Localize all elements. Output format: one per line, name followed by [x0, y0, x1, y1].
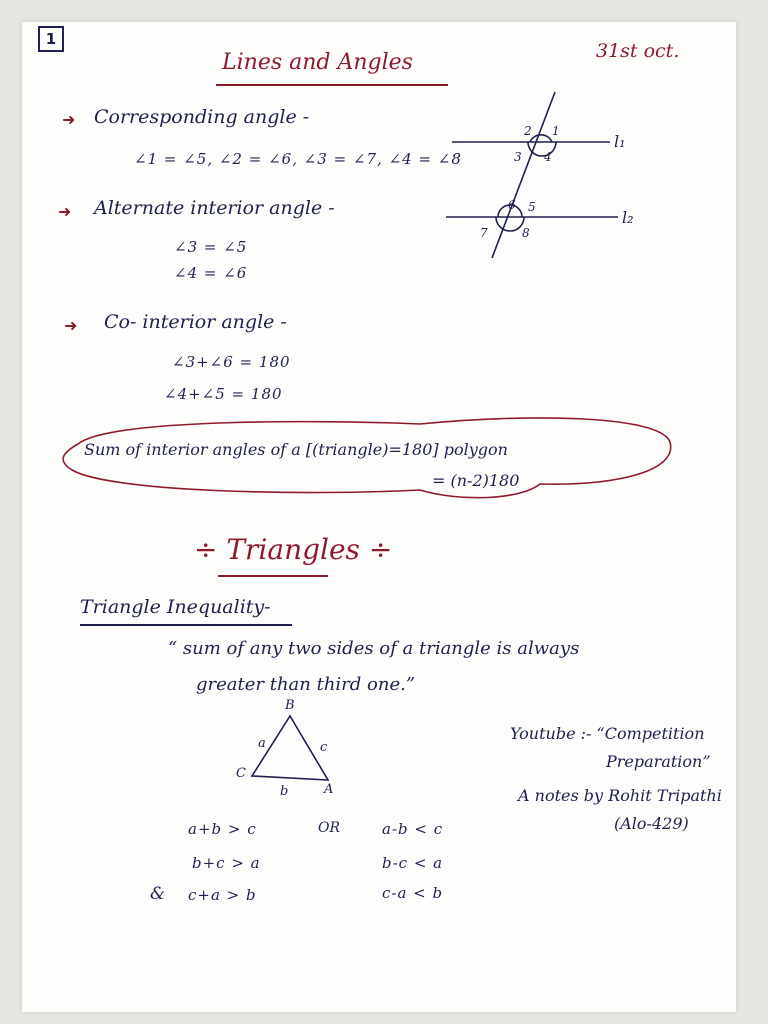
- angle-label-2: 2: [524, 124, 532, 138]
- inequality-quote-line-2: greater than third one.”: [196, 674, 416, 695]
- side-b-label: b: [280, 784, 289, 799]
- alternate-eq-2: ∠4 = ∠6: [174, 264, 248, 282]
- or-connector: OR: [318, 820, 341, 836]
- cointerior-eq-1: ∠3+∠6 = 180: [172, 353, 291, 371]
- rule-left-2: b+c > a: [192, 854, 261, 872]
- triangle-inequality-heading: Triangle Inequality-: [80, 596, 271, 618]
- vertex-c-label: C: [236, 766, 246, 781]
- arrow-bullet-icon: ➜: [64, 316, 78, 335]
- rule-right-3: c-a < b: [382, 884, 444, 902]
- angle-label-8: 8: [522, 226, 530, 240]
- angle-label-4: 4: [544, 150, 552, 164]
- angle-label-1: 1: [552, 124, 560, 138]
- rule-left-3: c+a > b: [188, 886, 257, 904]
- side-c-label: c: [320, 740, 328, 755]
- alternate-heading: Alternate interior angle -: [94, 197, 335, 219]
- triangles-title: ÷ Triangles ÷: [194, 533, 393, 566]
- angle-label-3: 3: [514, 150, 522, 164]
- polygon-rule-formula: = (n-2)180: [432, 471, 520, 490]
- angle-label-7: 7: [480, 226, 488, 240]
- rule-left-1: a+b > c: [188, 820, 257, 838]
- arrow-bullet-icon: ➜: [58, 202, 72, 221]
- vertex-b-label: B: [285, 698, 295, 713]
- credit-author: A notes by Rohit Tripathi: [518, 786, 722, 805]
- credit-channel: Preparation”: [606, 752, 711, 771]
- cointerior-eq-2: ∠4+∠5 = 180: [164, 385, 283, 403]
- page-number: 1: [38, 26, 64, 52]
- rule-right-1: a-b < c: [382, 820, 444, 838]
- vertex-a-label: A: [324, 782, 334, 797]
- credit-code: (Alo-429): [614, 814, 689, 833]
- polygon-rule-text: Sum of interior angles of a [(triangle)=180] polygon: [84, 440, 508, 459]
- line-l2-label: l₂: [622, 208, 634, 227]
- corresponding-heading: Corresponding angle -: [94, 106, 310, 128]
- cointerior-heading: Co- interior angle -: [104, 311, 287, 333]
- line-l1-label: l₁: [614, 132, 626, 151]
- corresponding-equation: ∠1 = ∠5, ∠2 = ∠6, ∠3 = ∠7, ∠4 = ∠8: [134, 150, 462, 168]
- side-a-label: a: [258, 736, 266, 751]
- page-title: Lines and Angles: [222, 50, 413, 75]
- angle-label-5: 5: [528, 200, 536, 214]
- date: 31st oct.: [596, 40, 680, 62]
- arrow-bullet-icon: ➜: [62, 110, 76, 129]
- inequality-quote-line-1: “ sum of any two sides of a triangle is always: [168, 638, 580, 659]
- alternate-eq-1: ∠3 = ∠5: [174, 238, 248, 256]
- rule-right-2: b-c < a: [382, 854, 444, 872]
- credit-youtube: Youtube :- “Competition: [510, 724, 705, 743]
- angle-label-6: 6: [508, 198, 516, 212]
- and-symbol: &: [150, 884, 166, 904]
